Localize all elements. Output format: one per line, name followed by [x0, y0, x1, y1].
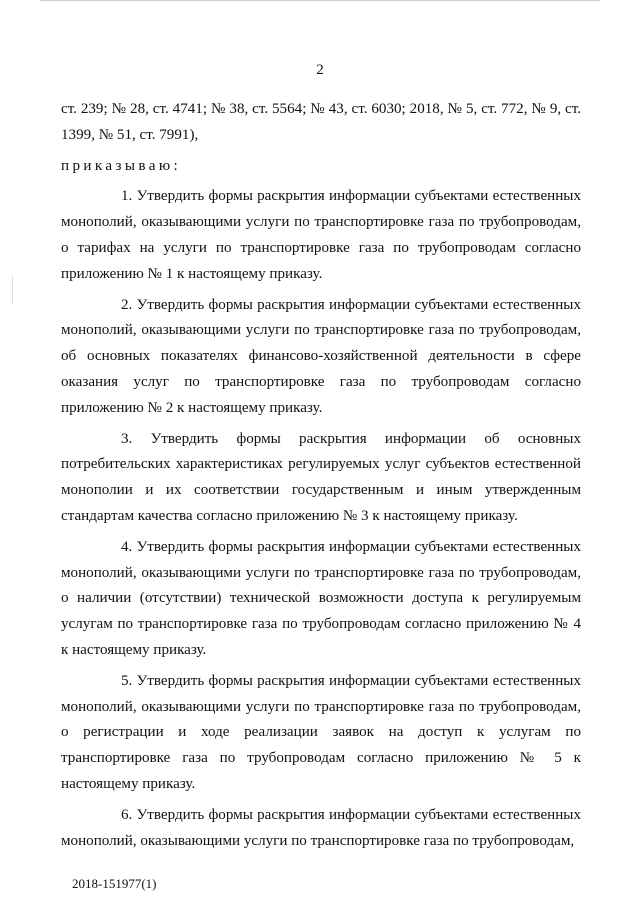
paragraph-6: 6. Утвердить формы раскрытия информации субъектами естественных монополий, оказывающими услуги по транспортировке газа по трубопроводам, — [61, 806, 581, 849]
document-body — [61, 97, 581, 859]
page-number: 2 — [316, 62, 324, 78]
top-edge-rule — [40, 0, 600, 1]
paragraph-1: 1. Утвердить формы раскрытия информации субъектами естественных монополий, оказывающими услуги по транспортировке газа по трубопроводам, о тарифах на услуги по транспортировке газа по трубопроводам согласно приложению № 1 к настоящему приказу. — [61, 188, 581, 282]
paragraph-3: 3. Утвердить формы раскрытия информации об основных потребительских характеристиках регулируемых услуг субъектов естественной монополии и их соответствии государственным и иным утвержденным стандартам качества согласно приложению № 3 к настоящему приказу. — [61, 430, 581, 524]
paragraph-2: 2. Утвердить формы раскрытия информации субъектами естественных монополий, оказывающими услуги по транспортировке газа по трубопроводам, об основных показателях финансово-хозяйственной деятельности в сфере оказания услуг по транспортировке газа по трубопроводам согласно приложению № 2 к настоящему приказу. — [61, 296, 581, 416]
continuation-text: ст. 239; № 28, ст. 4741; № 38, ст. 5564; № 43, ст. 6030; 2018, № 5, ст. 772, № 9, ст. 1399, № 51, ст. 7991), — [61, 101, 581, 143]
margin-mark — [12, 276, 13, 304]
order-word: приказываю: — [61, 157, 182, 174]
document-code: 2018-151977(1) — [72, 876, 157, 891]
paragraph-5: 5. Утвердить формы раскрытия информации субъектами естественных монополий, оказывающими услуги по транспортировке газа по трубопроводам, о регистрации и ходе реализации заявок на доступ к услугам по транспортировке газа по трубопроводам согласно приложению № 5 к настоящему приказу. — [61, 672, 581, 792]
paragraph-4: 4. Утвердить формы раскрытия информации субъектами естественных монополий, оказывающими услуги по транспортировке газа по трубопроводам, о наличии (отсутствии) технической возможности доступа к регулируемым услугам по транспортировке газа по трубопроводам согласно приложению № 4 к настоящему приказу. — [61, 538, 581, 658]
